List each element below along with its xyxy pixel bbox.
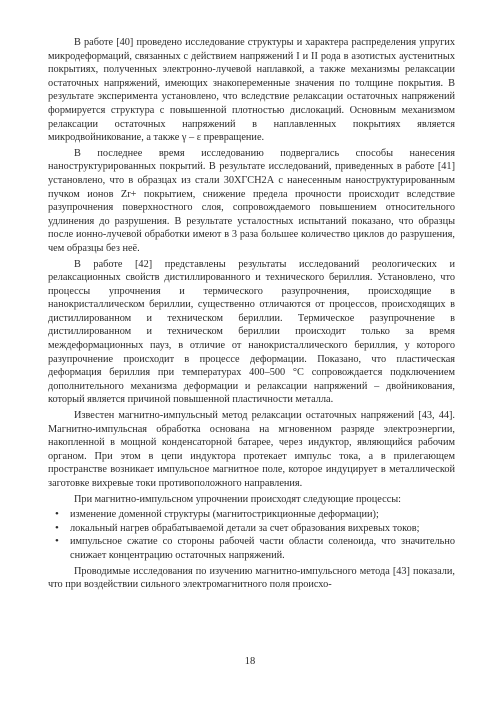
list-item: • локальный нагрев обрабатываемой детали за счет образования вихревых токов; bbox=[48, 522, 455, 536]
list-item: • импульсное сжатие со стороны рабочей части области соленоида, что значительно снижает концентрацию остаточных напряжений. bbox=[48, 535, 455, 562]
bullet-list bbox=[48, 508, 455, 562]
page-body bbox=[48, 36, 455, 594]
paragraph: Известен магнитно-импульсный метод релаксации остаточных напряжений [43, 44]. Магнитно-импульсная обработка основана на мгновенном разряде электроэнергии, накопленной в мощной конденсаторной батарее, через индуктор, являющийся рабочим органом. При этом в цепи индуктора протекает импульс тока, а в прилегающем пространстве возникает импульсное магнитное поле, которое индуцирует в металлической заготовке вихревые токи противоположного направления. bbox=[48, 410, 455, 489]
paragraph: В последнее время исследованию подвергались способы нанесения наноструктурированных покрытий. В результате исследований, приведенных в работе [41] установлено, что в образцах из стали 30ХГСН2А с нанесенным наноструктурированным пучком ионов Zr+ покрытием, снижение предела прочности происходит вследствие разупрочнения поверхностного слоя, сопровождаемого повышением относительного удлинения до разрушения. В результате усталостных испытаний показано, что образцы после ионно-лучевой обработки имеют в 3 раза большее количество циклов до разрушения, чем образцы без неё. bbox=[48, 147, 455, 254]
paragraph-list-intro: При магнитно-импульсном упрочнении происходят следующие процессы: bbox=[74, 493, 402, 505]
paragraph: Проводимые исследования по изучению магнитно-импульсного метода [43] показали, что при воздействии сильного электромагнитного поля происхо- bbox=[48, 565, 455, 591]
paragraph: В работе [42] представлены результаты исследований реологических и релаксационных свойств дистиллированного и технического бериллия. Установлено, что процессы упрочнения и термического разупрочнения, происходящие в нанокристаллическом бериллии, существенно отличаются от процессов, происходящих в дистиллированном и техническом бериллии. Термическое разупрочнение в дистиллированном и техническом бериллии происходит только за время междеформационных пауз, в отличие от нанокристаллического бериллия, у которого разупрочнение происходит в процессе деформации. Показано, что пластическая деформация бериллия при температурах 400–500 °С сопровождается подключением дополнительного механизма деформации и релаксации напряжений – двойникования, который является причиной повышенной пластичности металла. bbox=[48, 258, 455, 406]
list-item: • изменение доменной структуры (магнитострикционные деформации); bbox=[48, 508, 455, 522]
page-number: 18 bbox=[244, 656, 256, 667]
paragraph: В работе [40] проведено исследование структуры и характера распределения упругих микродеформаций, связанных с действием напряжений I и II рода в азотистых аустенитных покрытиях, полученных электронно-лучевой наплавкой, а также механизмы релаксации остаточных напряжений, имеющих знакопеременные значения по толщине покрытия. В результате эксперимента установлено, что вследствие релаксации остаточных напряжений формируется структура с повышенной плотностью дислокаций. Основным механизмом релаксации остаточных напряжений в наплавленных покрытиях является микродвойникование, а также γ – ε превращение. bbox=[48, 37, 455, 144]
